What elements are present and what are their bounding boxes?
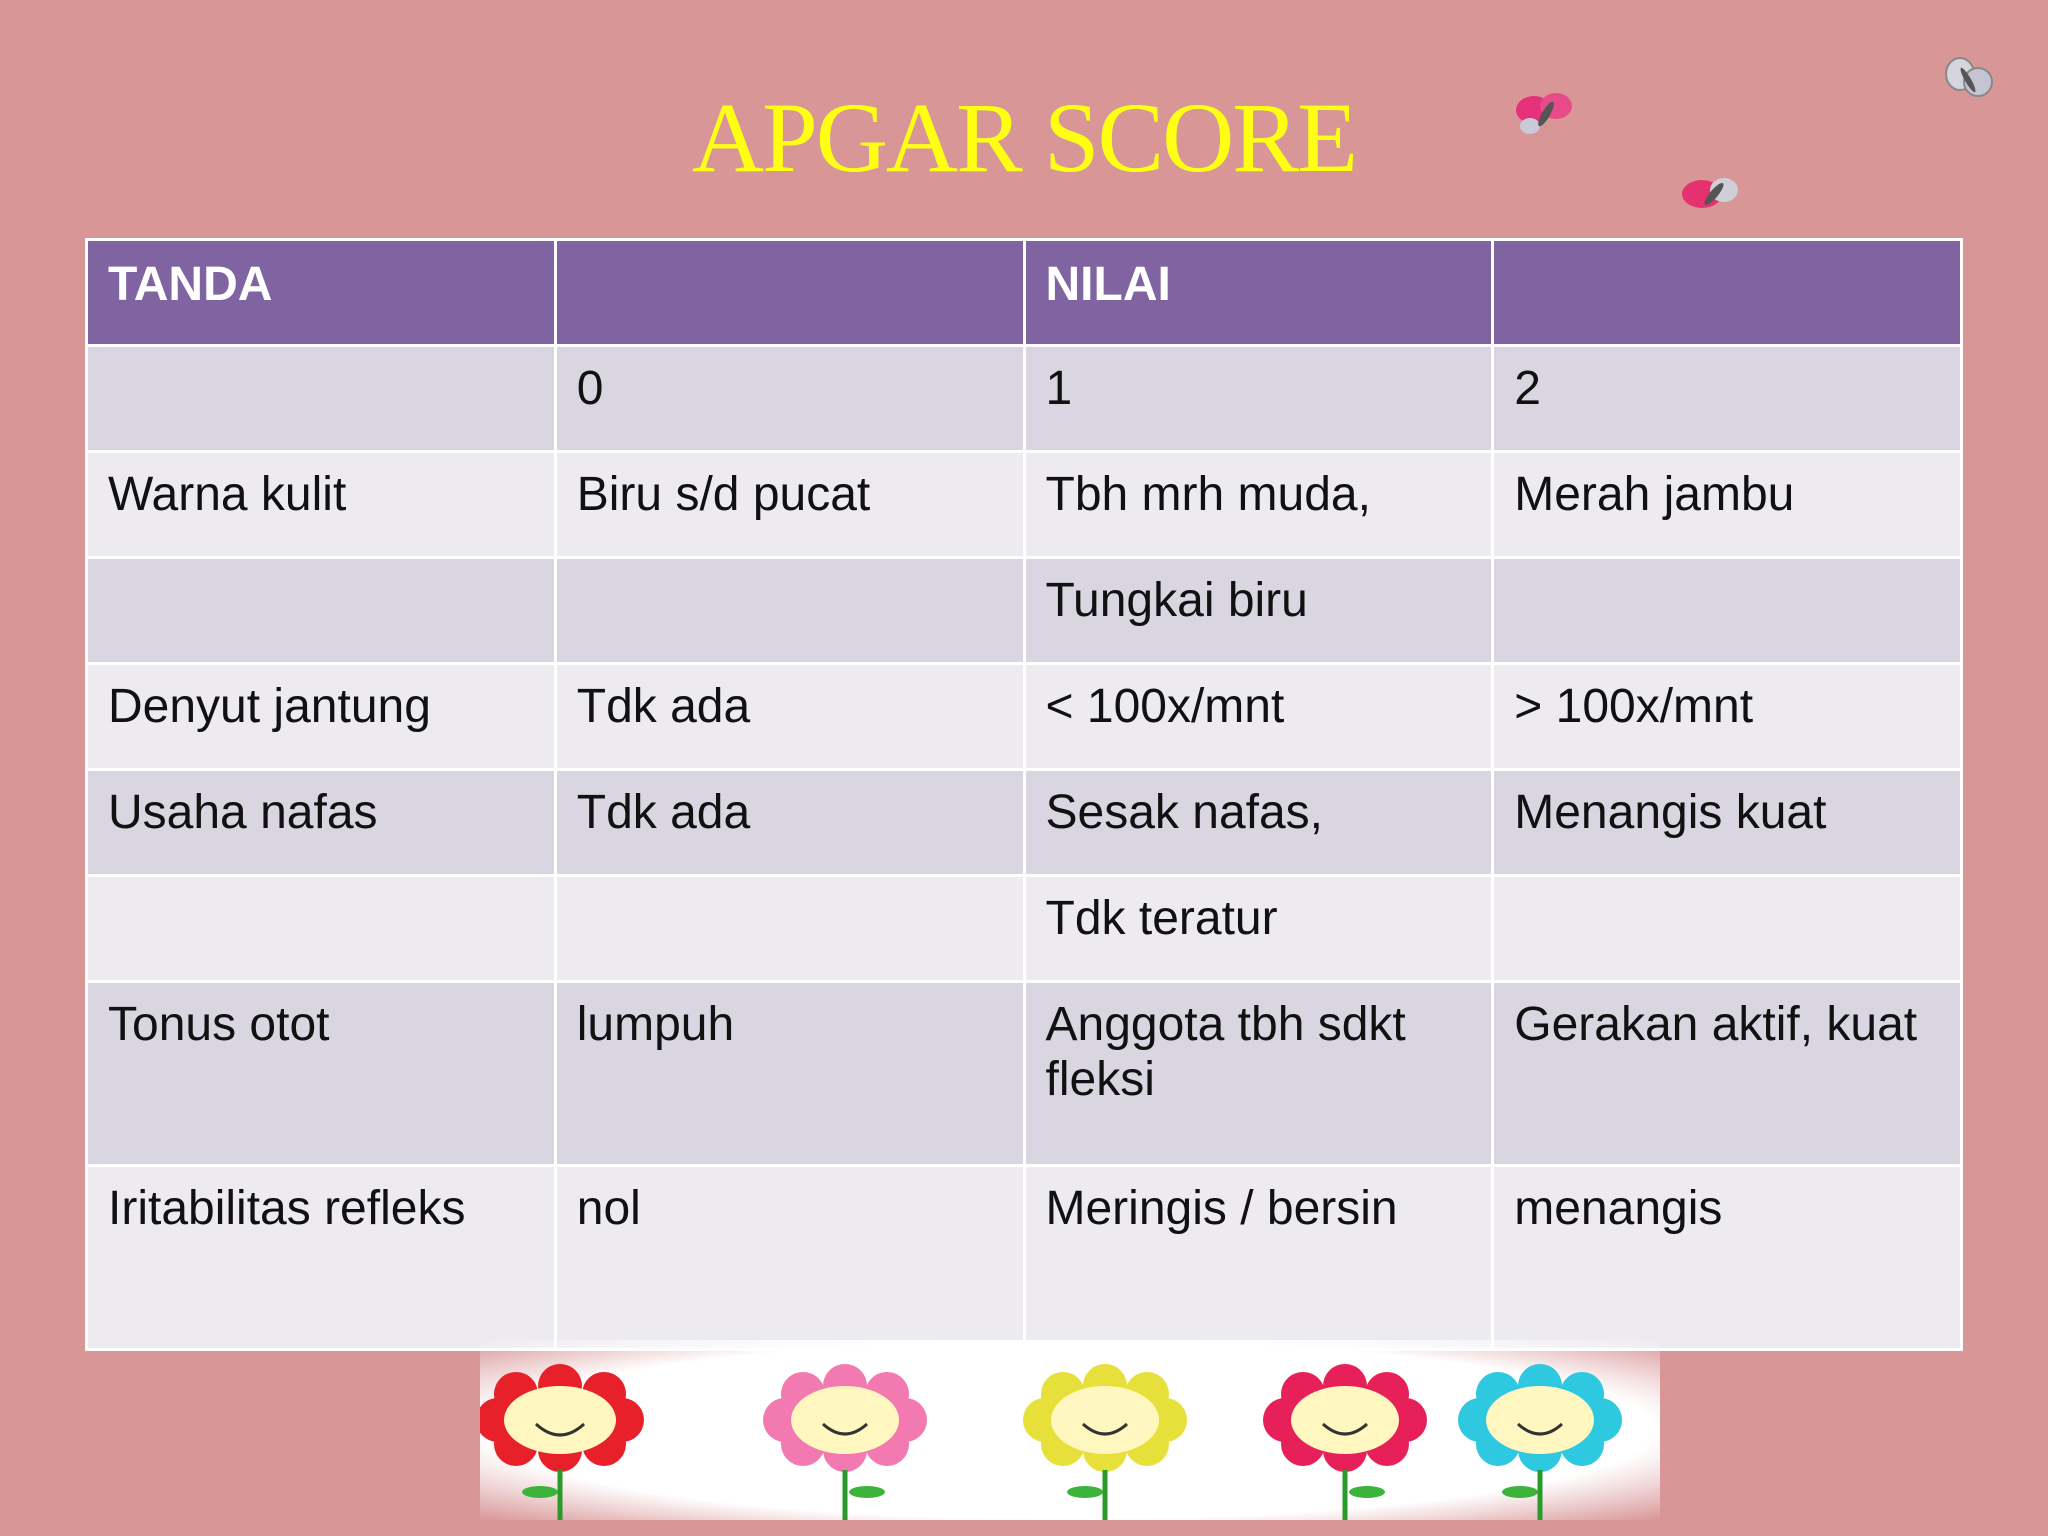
table-cell: Tdk ada bbox=[555, 664, 1024, 770]
table-row bbox=[87, 982, 1962, 1166]
table-cell: Tdk teratur bbox=[1024, 876, 1493, 982]
flower-icon bbox=[480, 1340, 1660, 1520]
table-cell: Anggota tbh sdkt fleksi bbox=[1024, 982, 1493, 1166]
table-cell: Gerakan aktif, kuat bbox=[1493, 982, 1962, 1166]
table-cell: Usaha nafas bbox=[87, 770, 556, 876]
table-cell: Tbh mrh muda, bbox=[1024, 452, 1493, 558]
table-cell: Meringis / bersin bbox=[1024, 1166, 1493, 1350]
butterfly-icon bbox=[1676, 168, 1746, 220]
table-cell: < 100x/mnt bbox=[1024, 664, 1493, 770]
table-cell: nol bbox=[555, 1166, 1024, 1350]
table-cell bbox=[555, 558, 1024, 664]
table-row bbox=[87, 558, 1962, 664]
table-row bbox=[87, 876, 1962, 982]
flower-decoration bbox=[480, 1340, 1660, 1520]
header-cell bbox=[1493, 240, 1962, 346]
table-cell: Sesak nafas, bbox=[1024, 770, 1493, 876]
table-cell: 0 bbox=[555, 346, 1024, 452]
table-cell bbox=[87, 558, 556, 664]
slide-title: APGAR SCORE bbox=[691, 82, 1357, 193]
table-cell: 1 bbox=[1024, 346, 1493, 452]
table-cell: menangis bbox=[1493, 1166, 1962, 1350]
table-cell bbox=[555, 876, 1024, 982]
table-cell: > 100x/mnt bbox=[1493, 664, 1962, 770]
table-row bbox=[87, 664, 1962, 770]
apgar-score-table bbox=[85, 238, 1963, 1351]
header-cell-tanda: TANDA bbox=[87, 240, 556, 346]
table-row bbox=[87, 770, 1962, 876]
header-cell bbox=[555, 240, 1024, 346]
table-cell: Merah jambu bbox=[1493, 452, 1962, 558]
table-cell bbox=[1493, 558, 1962, 664]
table-cell: Iritabilitas refleks bbox=[87, 1166, 556, 1350]
table-cell: Denyut jantung bbox=[87, 664, 556, 770]
table-cell: lumpuh bbox=[555, 982, 1024, 1166]
table-cell bbox=[1493, 876, 1962, 982]
table-row bbox=[87, 452, 1962, 558]
table-cell: Tonus otot bbox=[87, 982, 556, 1166]
butterfly-icon bbox=[1938, 52, 2000, 108]
table-cell: Menangis kuat bbox=[1493, 770, 1962, 876]
table-row bbox=[87, 1166, 1962, 1350]
header-cell-nilai: NILAI bbox=[1024, 240, 1493, 346]
table-cell: Biru s/d pucat bbox=[555, 452, 1024, 558]
table-cell bbox=[87, 346, 556, 452]
butterfly-icon bbox=[1510, 86, 1582, 142]
table-cell: Tungkai biru bbox=[1024, 558, 1493, 664]
table-cell bbox=[87, 876, 556, 982]
table-cell: Tdk ada bbox=[555, 770, 1024, 876]
table-cell: 2 bbox=[1493, 346, 1962, 452]
table-row bbox=[87, 346, 1962, 452]
table-cell: Warna kulit bbox=[87, 452, 556, 558]
